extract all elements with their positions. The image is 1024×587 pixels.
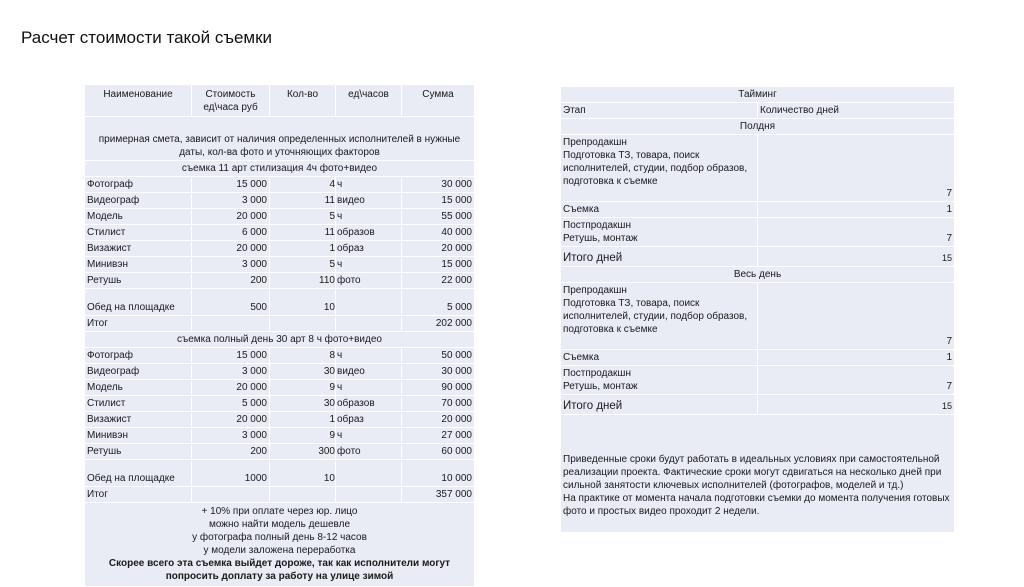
- stage-title: Постпродакшн: [563, 220, 631, 231]
- stage-desc: Подготовка ТЗ, товара, поиск исполнителей, студии, подбор образов, подготовка к съемке: [563, 298, 748, 335]
- item-price: 200: [192, 444, 270, 460]
- item-sum: 30 000: [402, 177, 475, 193]
- item-name: Визажист: [85, 412, 192, 428]
- item-unit: образов: [336, 225, 402, 241]
- item-unit: ч: [336, 257, 402, 273]
- item-qty: 9: [270, 428, 336, 444]
- item-name: Ретушь: [85, 444, 192, 460]
- table-row: [85, 428, 475, 444]
- item-price: 20 000: [192, 412, 270, 428]
- item-sum: 10 000: [402, 460, 475, 487]
- item-price: 3 000: [192, 257, 270, 273]
- item-sum: 20 000: [402, 241, 475, 257]
- item-unit: [336, 460, 402, 487]
- section2-title: съемка полный день 30 арт 8 ч фото+видео: [85, 332, 475, 348]
- table-row: [85, 444, 475, 460]
- item-qty: 1: [270, 241, 336, 257]
- preproduction-stage: [561, 135, 758, 202]
- total-label: Итог: [85, 487, 192, 503]
- item-name: Минивэн: [85, 257, 192, 273]
- item-name: Модель: [85, 209, 192, 225]
- item-price: 6 000: [192, 225, 270, 241]
- cost-table: [84, 84, 475, 587]
- note-paragraph: На практике от момента начала подготовки съемки до момента получения готовых фото и простых видео проходит 2 недели.: [563, 493, 950, 517]
- item-price: 200: [192, 273, 270, 289]
- item-qty: 110: [270, 273, 336, 289]
- header-unit: ед\часов: [336, 85, 402, 117]
- header-name: Наименование: [85, 85, 192, 117]
- postproduction-days: 7: [758, 366, 955, 395]
- table-row: [85, 209, 475, 225]
- table-row: [85, 289, 475, 316]
- item-price: 1000: [192, 460, 270, 487]
- table-row: [85, 225, 475, 241]
- item-name: Видеограф: [85, 364, 192, 380]
- item-price: 15 000: [192, 348, 270, 364]
- item-qty: 1: [270, 412, 336, 428]
- item-price: 20 000: [192, 380, 270, 396]
- timing-title: Тайминг: [561, 87, 955, 103]
- item-qty: 5: [270, 209, 336, 225]
- item-unit: видео: [336, 193, 402, 209]
- stage-title: Препродакшн: [563, 285, 627, 296]
- item-name: Видеограф: [85, 193, 192, 209]
- item-qty: 11: [270, 193, 336, 209]
- bold-note: Скорее всего эта съемка выйдет дороже, так как исполнители могут попросить доплату за работу на улице зимой: [108, 558, 451, 582]
- table-row: [85, 348, 475, 364]
- item-qty: 30: [270, 364, 336, 380]
- item-name: Ретушь: [85, 273, 192, 289]
- header-qty: Кол-во: [270, 85, 336, 117]
- table-row: [85, 257, 475, 273]
- stage-desc: Ретушь, монтаж: [563, 381, 638, 392]
- item-price: 20 000: [192, 241, 270, 257]
- header-sum: Сумма: [402, 85, 475, 117]
- total-days: 15: [758, 247, 955, 267]
- timing-note: [561, 415, 955, 533]
- item-unit: ч: [336, 177, 402, 193]
- item-qty: 9: [270, 380, 336, 396]
- preproduction-stage: [561, 283, 758, 350]
- total-value: 357 000: [402, 487, 475, 503]
- table-row: [85, 380, 475, 396]
- postproduction-days: 7: [758, 218, 955, 247]
- total-label: Итог: [85, 316, 192, 332]
- empty-cell: [336, 316, 402, 332]
- col-days: Количество дней: [758, 103, 955, 119]
- item-name: Обед на площадке: [85, 289, 192, 316]
- stage-desc: Подготовка ТЗ, товара, поиск исполнителей, студии, подбор образов, подготовка к съемке: [563, 150, 748, 187]
- total-row: [85, 316, 475, 332]
- header-price: Стоимость ед\часа руб: [192, 85, 270, 117]
- estimate-intro: примерная смета, зависит от наличия определенных исполнителей в нужные даты, кол-ва фото и уточняющих факторов: [85, 117, 475, 161]
- table-row: [85, 364, 475, 380]
- item-sum: 40 000: [402, 225, 475, 241]
- note-line: у модели заложена переработка: [203, 545, 356, 556]
- item-sum: 90 000: [402, 380, 475, 396]
- postproduction-stage: [561, 218, 758, 247]
- note-line: у фотографа полный день 8-12 часов: [192, 532, 367, 543]
- item-sum: 20 000: [402, 412, 475, 428]
- item-qty: 5: [270, 257, 336, 273]
- item-sum: 50 000: [402, 348, 475, 364]
- total-days-label: Итого дней: [561, 395, 758, 415]
- stage-title: Препродакшн: [563, 137, 627, 148]
- item-unit: фото: [336, 444, 402, 460]
- shoot-days: 1: [758, 202, 955, 218]
- item-price: 3 000: [192, 364, 270, 380]
- full-day-title: Весь день: [561, 267, 955, 283]
- table-row: [85, 412, 475, 428]
- item-name: Стилист: [85, 396, 192, 412]
- preproduction-days: 7: [758, 135, 955, 202]
- total-value: 202 000: [402, 316, 475, 332]
- cost-header-row: [85, 85, 475, 117]
- item-qty: 10: [270, 460, 336, 487]
- item-name: Модель: [85, 380, 192, 396]
- table-row: [85, 460, 475, 487]
- item-unit: видео: [336, 364, 402, 380]
- item-unit: фото: [336, 273, 402, 289]
- empty-cell: [270, 487, 336, 503]
- item-unit: ч: [336, 209, 402, 225]
- total-row: [85, 487, 475, 503]
- stage-desc: Ретушь, монтаж: [563, 233, 638, 244]
- item-sum: 22 000: [402, 273, 475, 289]
- item-sum: 70 000: [402, 396, 475, 412]
- item-qty: 11: [270, 225, 336, 241]
- table-row: [85, 193, 475, 209]
- item-sum: 15 000: [402, 257, 475, 273]
- item-qty: 300: [270, 444, 336, 460]
- note-paragraph: Приведенные сроки будут работать в идеальных условиях при самостоятельной реализации проекта. Фактические сроки могут сдвигаться на несколько дней при сильной занятости ключевых исполнителей (фотографов, моделей и тд.): [563, 454, 942, 491]
- item-sum: 30 000: [402, 364, 475, 380]
- item-qty: 10: [270, 289, 336, 316]
- timing-table: [560, 86, 955, 533]
- empty-cell: [270, 316, 336, 332]
- shoot-days: 1: [758, 350, 955, 366]
- item-unit: образ: [336, 412, 402, 428]
- shoot-stage: Съемка: [561, 202, 758, 218]
- stage-title: Постпродакшн: [563, 368, 631, 379]
- section1-title: съемка 11 арт стилизация 4ч фото+видео: [85, 161, 475, 177]
- item-qty: 30: [270, 396, 336, 412]
- total-days: 15: [758, 395, 955, 415]
- item-unit: ч: [336, 348, 402, 364]
- item-name: Фотограф: [85, 348, 192, 364]
- item-sum: 55 000: [402, 209, 475, 225]
- item-price: 15 000: [192, 177, 270, 193]
- item-price: 20 000: [192, 209, 270, 225]
- empty-cell: [336, 487, 402, 503]
- half-day-title: Полдня: [561, 119, 955, 135]
- table-row: [85, 273, 475, 289]
- table-row: [85, 177, 475, 193]
- col-stage: Этап: [561, 103, 758, 119]
- preproduction-days: 7: [758, 283, 955, 350]
- table-row: [85, 396, 475, 412]
- item-name: Визажист: [85, 241, 192, 257]
- item-unit: образ: [336, 241, 402, 257]
- item-sum: 15 000: [402, 193, 475, 209]
- item-price: 500: [192, 289, 270, 316]
- shoot-stage: Съемка: [561, 350, 758, 366]
- page-title: Расчет стоимости такой съемки: [21, 28, 273, 47]
- empty-cell: [192, 487, 270, 503]
- item-qty: 4: [270, 177, 336, 193]
- table-row: [85, 241, 475, 257]
- note-line: можно найти модель дешевле: [208, 519, 351, 530]
- empty-cell: [192, 316, 270, 332]
- total-days-label: Итого дней: [561, 247, 758, 267]
- item-sum: 27 000: [402, 428, 475, 444]
- item-price: 5 000: [192, 396, 270, 412]
- item-unit: [336, 289, 402, 316]
- item-name: Обед на площадке: [85, 460, 192, 487]
- item-sum: 5 000: [402, 289, 475, 316]
- item-name: Фотограф: [85, 177, 192, 193]
- item-unit: образов: [336, 396, 402, 412]
- item-price: 3 000: [192, 428, 270, 444]
- postproduction-stage: [561, 366, 758, 395]
- item-qty: 8: [270, 348, 336, 364]
- item-price: 3 000: [192, 193, 270, 209]
- item-name: Минивэн: [85, 428, 192, 444]
- item-unit: ч: [336, 380, 402, 396]
- item-name: Стилист: [85, 225, 192, 241]
- note-line: + 10% при оплате через юр. лицо: [201, 506, 358, 517]
- item-sum: 60 000: [402, 444, 475, 460]
- item-unit: ч: [336, 428, 402, 444]
